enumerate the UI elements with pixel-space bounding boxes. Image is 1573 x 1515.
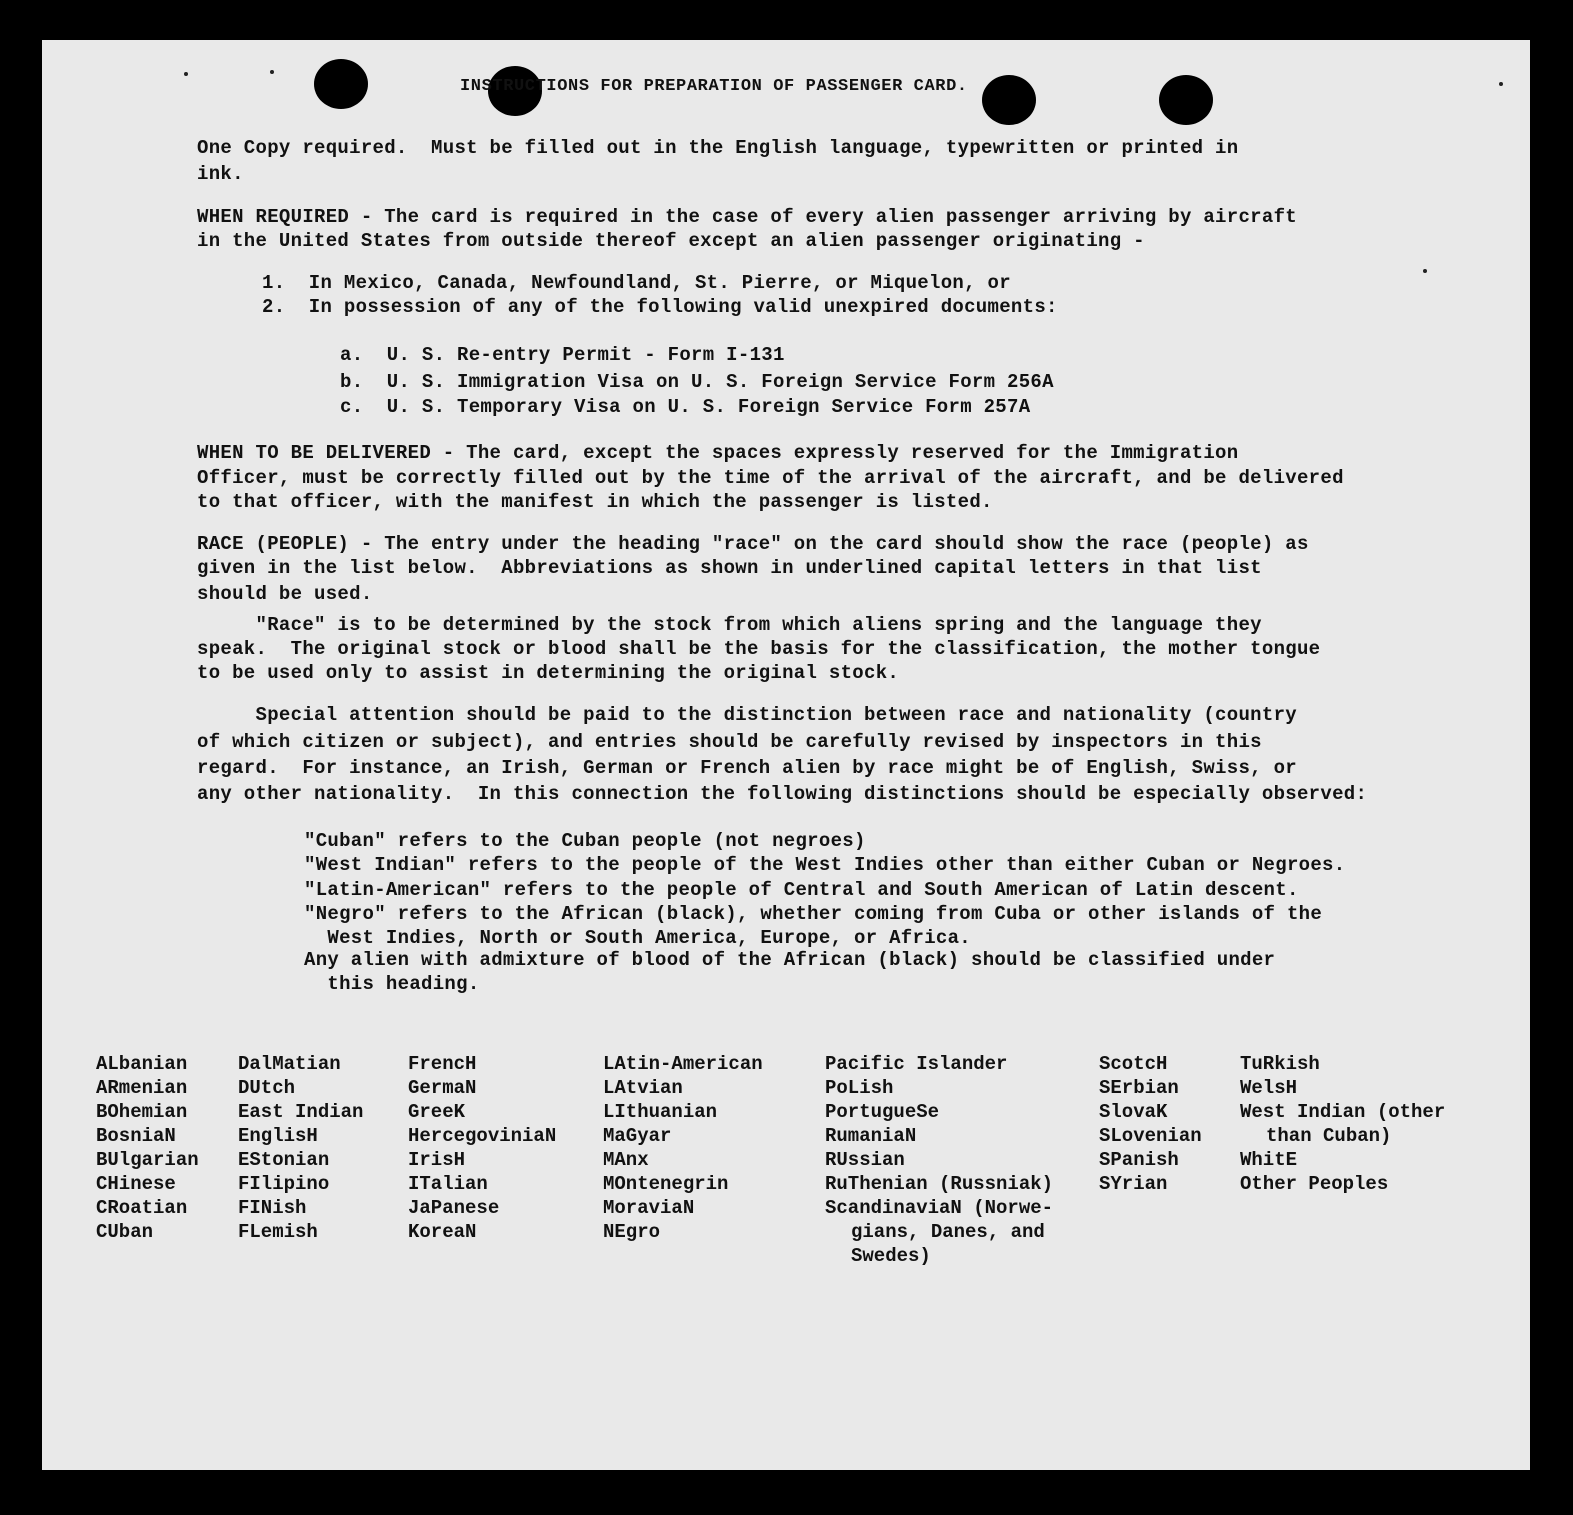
when-delivered-line: WHEN TO BE DELIVERED - The card, except the spaces expressly reserved for the Immigration	[197, 442, 1239, 464]
race-entry: TuRkish	[1240, 1053, 1320, 1075]
when-required-line: in the United States from outside thereof except an alien passenger originating -	[197, 230, 1145, 252]
race-entry: PoLish	[825, 1077, 894, 1099]
speck	[270, 70, 274, 74]
race-entry: PortugueSe	[825, 1101, 940, 1123]
distinction-line: "Negro" refers to the African (black), whether coming from Cuba or other islands of the	[304, 903, 1323, 925]
special-attention-line: regard. For instance, an Irish, German or French alien by race might be of English, Swiss, or	[197, 757, 1297, 779]
document-page	[42, 40, 1530, 1470]
race-entry: FrencH	[408, 1053, 477, 1075]
race-list-column	[408, 1052, 556, 1244]
when-required-line: WHEN REQUIRED - The card is required in the case of every alien passenger arriving by aircraft	[197, 206, 1297, 228]
race-entry: CUban	[96, 1221, 154, 1243]
race-entry: ScotcH	[1099, 1053, 1168, 1075]
race-entry: WhitE	[1240, 1149, 1298, 1171]
race-entry: LIthuanian	[603, 1101, 718, 1123]
when-delivered-line: Officer, must be correctly filled out by the time of the arrival of the aircraft, and be delivered	[197, 467, 1344, 489]
race-entry: RumaniaN	[825, 1125, 917, 1147]
race-list-column	[603, 1052, 763, 1244]
race-entry: EnglisH	[238, 1125, 318, 1147]
distinction-line: Any alien with admixture of blood of the African (black) should be classified under	[304, 949, 1276, 971]
race-entry: DUtch	[238, 1077, 296, 1099]
race-list-column	[96, 1052, 199, 1244]
special-attention-line: of which citizen or subject), and entries should be carefully revised by inspectors in this	[197, 731, 1262, 753]
race-list-column	[825, 1052, 1053, 1268]
race-entry: SErbian	[1099, 1077, 1179, 1099]
special-attention-line: Special attention should be paid to the distinction between race and nationality (country	[197, 704, 1297, 726]
race-list-column	[238, 1052, 363, 1244]
race-entry: NEgro	[603, 1221, 661, 1243]
race-definition-line: "Race" is to be determined by the stock from which aliens spring and the language they	[197, 614, 1262, 636]
race-entry: GreeK	[408, 1101, 466, 1123]
race-entry: BosniaN	[96, 1125, 176, 1147]
race-entry: gians, Danes, and	[851, 1221, 1045, 1243]
race-entry: Other Peoples	[1240, 1173, 1389, 1195]
race-definition-line: speak. The original stock or blood shall be the basis for the classification, the mother tongue	[197, 638, 1321, 660]
race-entry: East Indian	[238, 1101, 364, 1123]
race-line: given in the list below. Abbreviations as shown in underlined capital letters in that list	[197, 557, 1262, 579]
document-item: a. U. S. Re-entry Permit - Form I-131	[340, 344, 785, 366]
speck	[184, 72, 188, 76]
race-entry: ARmenian	[96, 1077, 188, 1099]
race-entry: MoraviaN	[603, 1197, 695, 1219]
distinction-line: "Cuban" refers to the Cuban people (not negroes)	[304, 830, 866, 852]
race-entry: than Cuban)	[1266, 1125, 1392, 1147]
punch-hole	[982, 75, 1036, 125]
intro-line: One Copy required. Must be filled out in the English language, typewritten or printed in	[197, 137, 1239, 159]
origin-item: 2. In possession of any of the following valid unexpired documents:	[262, 296, 1058, 318]
race-entry: SYrian	[1099, 1173, 1168, 1195]
race-entry: MaGyar	[603, 1125, 672, 1147]
race-entry: HercegoviniaN	[408, 1125, 557, 1147]
when-delivered-line: to that officer, with the manifest in which the passenger is listed.	[197, 491, 993, 513]
distinction-line: "West Indian" refers to the people of the West Indies other than either Cuban or Negroes.	[304, 854, 1346, 876]
race-entry: SlovaK	[1099, 1101, 1168, 1123]
race-entry: BOhemian	[96, 1101, 188, 1123]
race-entry: KoreaN	[408, 1221, 477, 1243]
race-entry: FINish	[238, 1197, 307, 1219]
race-entry: West Indian (other	[1240, 1101, 1446, 1123]
origin-item: 1. In Mexico, Canada, Newfoundland, St. Pierre, or Miquelon, or	[262, 272, 1011, 294]
race-entry: WelsH	[1240, 1077, 1298, 1099]
race-entry: EStonian	[238, 1149, 330, 1171]
punch-hole	[1159, 75, 1213, 125]
speck	[1423, 269, 1427, 273]
race-entry: MAnx	[603, 1149, 649, 1171]
race-entry: JaPanese	[408, 1197, 500, 1219]
race-entry: SPanish	[1099, 1149, 1179, 1171]
race-entry: ITalian	[408, 1173, 488, 1195]
intro-line: ink.	[197, 163, 244, 185]
race-entry: BUlgarian	[96, 1149, 199, 1171]
race-line: should be used.	[197, 583, 373, 605]
race-list-column	[1099, 1052, 1202, 1196]
race-entry: MOntenegrin	[603, 1173, 729, 1195]
race-entry: FIlipino	[238, 1173, 330, 1195]
race-entry: Swedes)	[851, 1245, 931, 1267]
race-entry: RuThenian (Russniak)	[825, 1173, 1054, 1195]
race-entry: ALbanian	[96, 1053, 188, 1075]
distinction-line: West Indies, North or South America, Europe, or Africa.	[304, 927, 972, 949]
race-entry: LAtvian	[603, 1077, 683, 1099]
race-entry: ScandinaviaN (Norwe-	[825, 1197, 1054, 1219]
race-entry: CHinese	[96, 1173, 176, 1195]
race-list-column	[1240, 1052, 1445, 1196]
punch-hole	[314, 59, 368, 109]
race-line: RACE (PEOPLE) - The entry under the heading "race" on the card should show the race (people) as	[197, 533, 1309, 555]
distinction-line: this heading.	[304, 973, 480, 995]
race-entry: DalMatian	[238, 1053, 341, 1075]
document-item: c. U. S. Temporary Visa on U. S. Foreign Service Form 257A	[340, 396, 1031, 418]
distinction-line: "Latin-American" refers to the people of Central and South American of Latin descent.	[304, 879, 1299, 901]
race-entry: GermaN	[408, 1077, 477, 1099]
race-entry: RUssian	[825, 1149, 905, 1171]
race-entry: Pacific Islander	[825, 1053, 1008, 1075]
race-entry: LAtin-American	[603, 1053, 763, 1075]
document-title: INSTRUCTIONS FOR PREPARATION OF PASSENGER CARD.	[460, 77, 968, 96]
speck	[1499, 82, 1503, 86]
race-entry: SLovenian	[1099, 1125, 1202, 1147]
special-attention-line: any other nationality. In this connection the following distinctions should be especially observed:	[197, 783, 1368, 805]
document-item: b. U. S. Immigration Visa on U. S. Foreign Service Form 256A	[340, 371, 1054, 393]
race-entry: CRoatian	[96, 1197, 188, 1219]
race-entry: IrisH	[408, 1149, 466, 1171]
race-definition-line: to be used only to assist in determining the original stock.	[197, 662, 900, 684]
race-entry: FLemish	[238, 1221, 318, 1243]
